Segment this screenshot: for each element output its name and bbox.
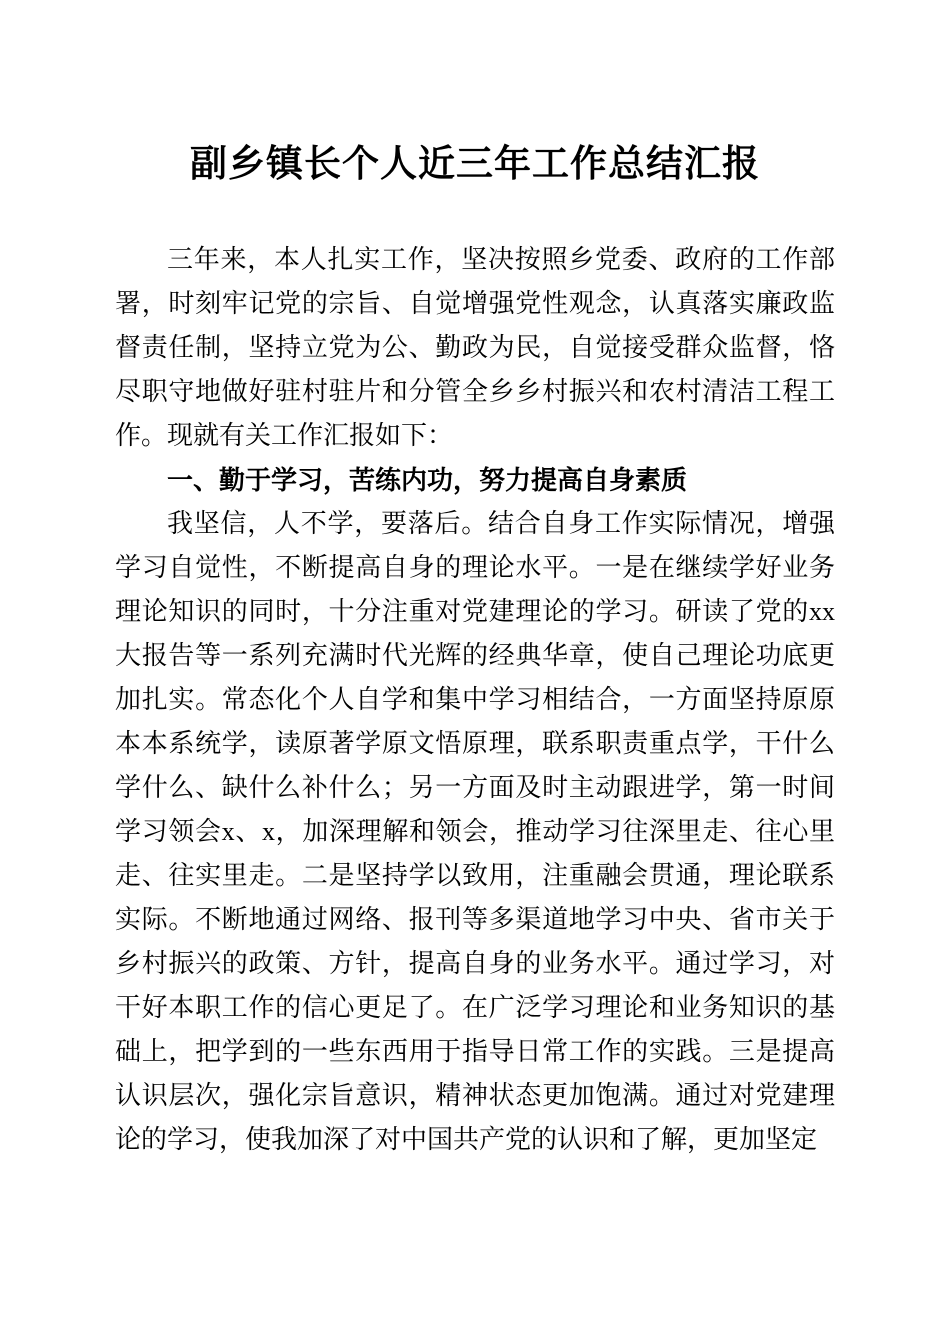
section-1-heading: 一、勤于学习，苦练内功，努力提高自身素质	[167, 465, 688, 495]
section-1-paragraph: 我坚信，人不学，要落后。结合自身工作实际情况，增强学习自觉性，不断提高自身的理论水平。一是在继续学好业务理论知识的同时，十分注重对党建理论的学习。研读了党的xx大报告等一系列充满时代光辉的经典华章，使自己理论功底更加扎实。常态化个人自学和集中学习相结合，一方面坚持原原本本系统学，读原著学原文悟原理，联系职责重点学，干什么学什么、缺什么补什么；另一方面及时主动跟进学，第一时间学习领会x、x，加深理解和领会，推动学习往深里走、往心里走、往实里走。二是坚持学以致用，注重融会贯通，理论联系实际。不断地通过网络、报刊等多渠道地学习中央、省市关于乡村振兴的政策、方针，提高自身的业务水平。通过学习，对干好本职工作的信心更足了。在广泛学习理论和业务知识的基础上，把学到的一些东西用于指导日常工作的实践。三是提高认识层次，强化宗旨意识，精神状态更加饱满。通过对党建理论的学习，使我加深了对中国共产党的认识和了解，更加坚定	[115, 509, 835, 1154]
document-title: 副乡镇长个人近三年工作总结汇报	[190, 144, 760, 185]
intro-paragraph: 三年来，本人扎实工作，坚决按照乡党委、政府的工作部署，时刻牢记党的宗旨、自觉增强党性观念，认真落实廉政监督责任制，坚持立党为公、勤政为民，自觉接受群众监督，恪尽职守地做好驻村驻片和分管全乡乡村振兴和农村清洁工程工作。现就有关工作汇报如下：	[115, 245, 835, 450]
